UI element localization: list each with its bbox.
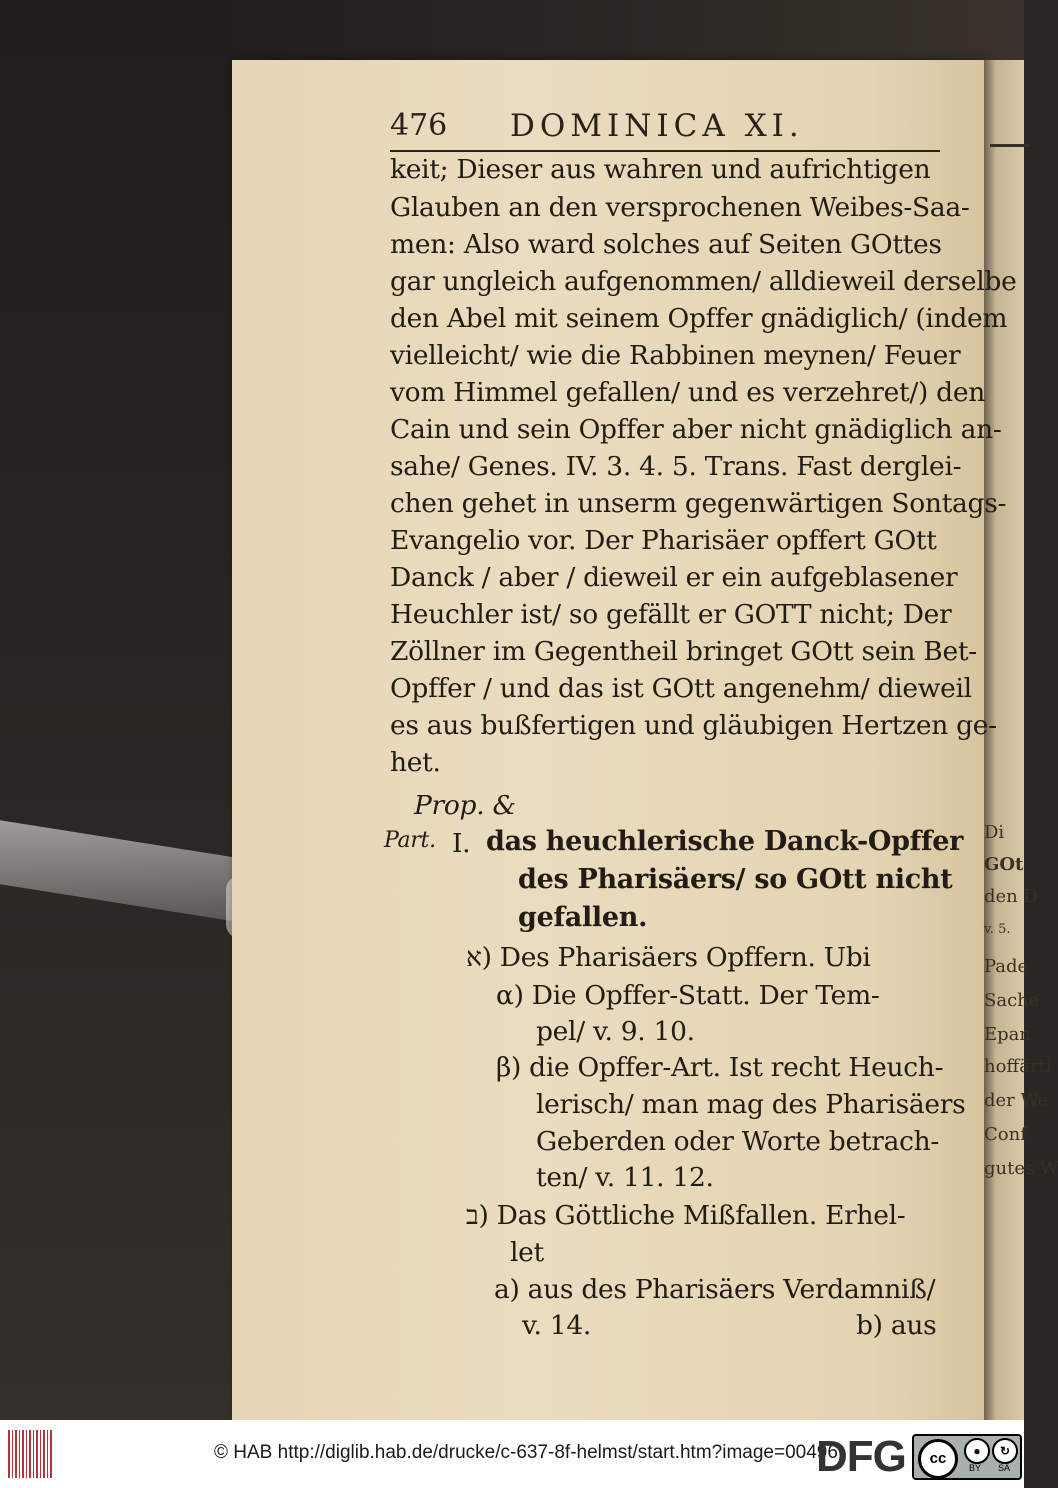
facing-margin-text: gutes W (984, 1158, 1058, 1179)
outline-bet: ב) Das Göttliche Mißfallen. Erhel- (466, 1200, 906, 1231)
header-rule (390, 150, 940, 152)
text-line: vielleicht/ wie die Rabbinen meynen/ Feuer (390, 340, 961, 371)
text-line: sahe/ Genes. IV. 3. 4. 5. Trans. Fast derglei- (390, 451, 962, 482)
facing-margin-text: GOt (984, 854, 1024, 875)
outline-a: v. 14. (522, 1310, 592, 1341)
part-label: Part. (384, 828, 436, 853)
page-clip (0, 820, 270, 970)
facing-margin-text: Conf (984, 1124, 1027, 1145)
prop-label: Prop. & (414, 790, 516, 821)
part-title: gefallen. (518, 902, 648, 933)
text-line: Zöllner im Gegentheil bringet GOtt sein Bet- (390, 636, 977, 667)
facing-margin-text: Pade (984, 956, 1029, 977)
page-number: 476 (390, 108, 448, 143)
running-head: DOMINICA XI. (510, 108, 804, 144)
text-line: men: Also ward solches auf Seiten GOttes (390, 229, 942, 260)
part-number: I. (452, 828, 471, 859)
facing-margin-text: hoffärti (984, 1056, 1052, 1077)
part-title: des Pharisäers/ so GOtt nicht (518, 864, 953, 895)
barcode-icon (8, 1430, 52, 1478)
page-header (390, 108, 940, 148)
dfg-logo: DFG (816, 1432, 906, 1481)
outline-aleph: א) Des Pharisäers Opffern. Ubi (466, 942, 871, 973)
facing-margin-text: Epan (984, 1024, 1031, 1045)
text-line: Cain und sein Opffer aber nicht gnädiglich an- (390, 414, 1002, 445)
cc-icon: cc (918, 1439, 958, 1479)
outline-beta: lerisch/ man mag des Pharisäers (536, 1089, 966, 1120)
by-label: BY (969, 1463, 982, 1473)
source-link[interactable]: © HAB http://diglib.hab.de/drucke/c-637-8f-helmst/start.htm?image=00496 (214, 1442, 838, 1463)
cc-license-badge[interactable] (912, 1434, 1022, 1480)
text-line: den Abel mit seinem Opffer gnädiglich/ (indem (390, 303, 1008, 334)
text-line: het. (390, 747, 441, 778)
text-line: keit; Dieser aus wahren und aufrichtigen (390, 154, 931, 185)
outline-alpha: pel/ v. 9. 10. (536, 1016, 695, 1047)
outline-beta: Geberden oder Worte betrach- (536, 1126, 940, 1157)
text-line: chen gehet in unserm gegenwärtigen Sontags- (390, 488, 1007, 519)
outline-bet: let (510, 1237, 544, 1268)
outline-alpha: α) Die Opffer-Statt. Der Tem- (496, 980, 880, 1011)
outline-beta: β) die Opffer-Art. Ist recht Heuch- (496, 1052, 944, 1083)
facing-margin-text: Sache (984, 990, 1040, 1011)
sa-label: SA (998, 1463, 1011, 1473)
outline-beta: ten/ v. 11. 12. (536, 1162, 714, 1193)
text-line: Glauben an den versprochenen Weibes-Saa- (390, 192, 970, 223)
footer-bar (0, 1420, 1024, 1488)
facing-margin-text: den D (984, 886, 1038, 907)
clip-band (0, 819, 260, 926)
text-line: gar ungleich aufgenommen/ alldieweil derselbe (390, 266, 1017, 297)
catchword: b) aus (856, 1310, 937, 1341)
text-line: Danck / aber / dieweil er ein aufgeblasener (390, 562, 958, 593)
person-icon: ● (964, 1438, 990, 1464)
text-line: Evangelio vor. Der Pharisäer opffert GOtt (390, 525, 937, 556)
facing-margin-text: Di (984, 822, 1005, 843)
part-title: das heuchlerische Danck-Opffer (486, 826, 964, 857)
facing-margin-text: der We (984, 1090, 1049, 1111)
share-alike-icon: ↻ (992, 1438, 1018, 1464)
book-cover-background (0, 0, 232, 1420)
text-line: es aus bußfertigen und gläubigen Hertzen ge- (390, 710, 997, 741)
outline-a: a) aus des Pharisäers Verdamniß/ (494, 1274, 936, 1305)
text-line: vom Himmel gefallen/ und es verzehret/) den (390, 377, 985, 408)
facing-header-rule (990, 144, 1030, 147)
text-line: Opffer / und das ist GOtt angenehm/ dieweil (390, 673, 972, 704)
text-line: Heuchler ist/ so gefällt er GOTT nicht; Der (390, 599, 952, 630)
facing-margin-text: v. 5. (984, 922, 1011, 937)
